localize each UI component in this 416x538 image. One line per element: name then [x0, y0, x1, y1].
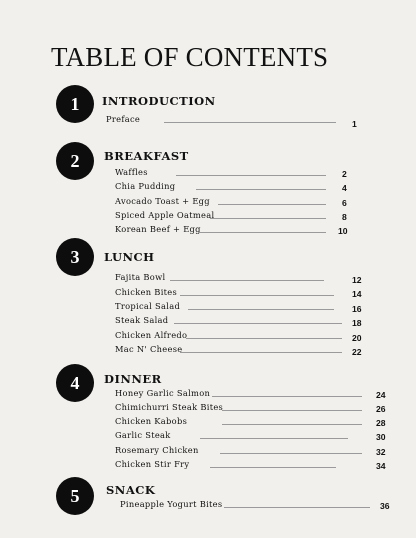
dot-leader	[180, 295, 334, 296]
section-number-badge: 5	[56, 477, 94, 515]
dot-leader	[180, 352, 342, 353]
entry-title[interactable]: Waffles	[115, 167, 148, 177]
dot-leader	[164, 122, 336, 123]
dot-leader	[196, 189, 326, 190]
entry-title[interactable]: Chicken Alfredo	[115, 330, 188, 340]
entry-page-number: 18	[352, 318, 362, 328]
dot-leader	[200, 438, 348, 439]
entry-title[interactable]: Mac N' Cheese	[115, 344, 183, 354]
entry-page-number: 30	[376, 432, 386, 442]
entry-page-number: 34	[376, 461, 386, 471]
entry-page-number: 22	[352, 347, 362, 357]
entry-title[interactable]: Preface	[106, 114, 141, 124]
entry-title[interactable]: Pineapple Yogurt Bites	[120, 499, 223, 509]
section-heading: SNACK	[106, 483, 156, 497]
entry-page-number: 8	[342, 212, 347, 222]
dot-leader	[176, 175, 326, 176]
entry-title[interactable]: Chicken Bites	[115, 287, 178, 297]
entry-title[interactable]: Chia Pudding	[115, 181, 176, 191]
dot-leader	[186, 338, 342, 339]
entry-page-number: 6	[342, 198, 347, 208]
dot-leader	[222, 424, 362, 425]
entry-title[interactable]: Spiced Apple Oatmeal	[115, 210, 215, 220]
section-heading: LUNCH	[104, 250, 155, 264]
dot-leader	[224, 507, 370, 508]
dot-leader	[218, 204, 326, 205]
dot-leader	[210, 218, 326, 219]
dot-leader	[220, 453, 362, 454]
entry-title[interactable]: Chicken Stir Fry	[115, 459, 190, 469]
dot-leader	[210, 467, 336, 468]
entry-page-number: 20	[352, 333, 362, 343]
entry-page-number: 32	[376, 447, 386, 457]
entry-page-number: 16	[352, 304, 362, 314]
section-number-badge: 2	[56, 142, 94, 180]
entry-page-number: 10	[338, 226, 348, 236]
entry-title[interactable]: Honey Garlic Salmon	[115, 388, 211, 398]
entry-page-number: 36	[380, 501, 390, 511]
entry-title[interactable]: Steak Salad	[115, 315, 169, 325]
dot-leader	[198, 232, 326, 233]
entry-page-number: 12	[352, 275, 362, 285]
section-number-badge: 3	[56, 238, 94, 276]
entry-page-number: 28	[376, 418, 386, 428]
entry-title[interactable]: Tropical Salad	[115, 301, 181, 311]
section-heading: DINNER	[104, 372, 162, 386]
dot-leader	[188, 309, 334, 310]
section-number-badge: 4	[56, 364, 94, 402]
entry-title[interactable]: Chimichurri Steak Bites	[115, 402, 224, 412]
dot-leader	[212, 396, 362, 397]
entry-title[interactable]: Chicken Kabobs	[115, 416, 188, 426]
entry-page-number: 4	[342, 183, 347, 193]
entry-title[interactable]: Korean Beef + Egg	[115, 224, 201, 234]
entry-page-number: 14	[352, 289, 362, 299]
entry-page-number: 24	[376, 390, 386, 400]
section-heading: BREAKFAST	[104, 149, 189, 163]
entry-title[interactable]: Avocado Toast + Egg	[115, 196, 210, 206]
entry-title[interactable]: Rosemary Chicken	[115, 445, 199, 455]
entry-title[interactable]: Garlic Steak	[115, 430, 171, 440]
page-title: TABLE OF CONTENTS	[51, 42, 329, 72]
entry-page-number: 1	[352, 119, 357, 129]
section-heading: INTRODUCTION	[102, 94, 216, 108]
dot-leader	[222, 410, 362, 411]
entry-page-number: 2	[342, 169, 347, 179]
dot-leader	[170, 280, 324, 281]
entry-page-number: 26	[376, 404, 386, 414]
section-number-badge: 1	[56, 85, 94, 123]
entry-title[interactable]: Fajita Bowl	[115, 272, 166, 282]
dot-leader	[174, 323, 342, 324]
